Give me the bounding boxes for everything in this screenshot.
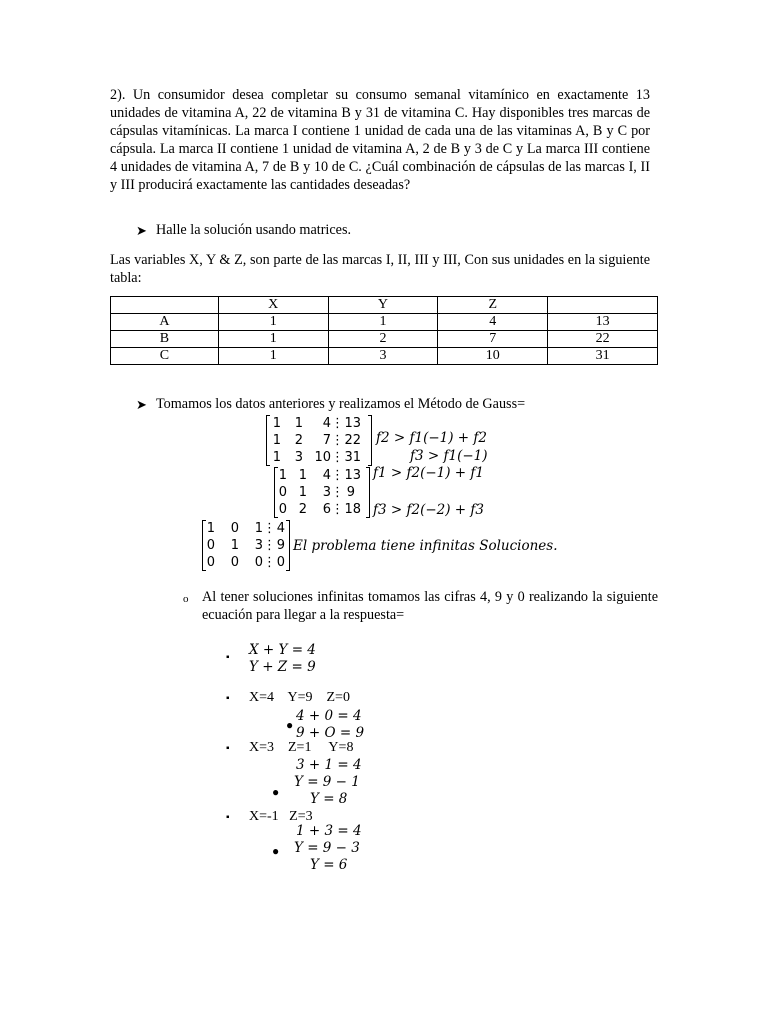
matrix-note: El problema tiene infinitas Soluciones. — [293, 538, 558, 554]
matrix-row: 1 1 4 ⋮ 13 — [275, 467, 369, 484]
problem-statement: 2). Un consumidor desea completar su consumo semanal vitamínico en exactamente 13 unidades de vitamina A, 22 de vitamina B y 31 de vitamina C. Hay disponibles tres marcas de cápsulas vitamínicas. La marca I contiene 1 unidad de cada una de las vitaminas A, B y C por cápsula. La marca II contiene 1 unidad de vitamina A, 2 de B y 3 de C y La marca III contiene 4 unidades de vitamina A, 7 de B y 10 de C. ¿Cuál combinación de cápsulas de las marcas I, II y III producirá exactamente las cantidades deseadas? — [110, 87, 650, 193]
table-cell: 22 — [548, 331, 658, 348]
solution-label: X=-1 Z=3 — [249, 809, 313, 824]
matrix-cell: 13 — [344, 416, 361, 431]
matrix-cell: 10 — [314, 450, 331, 465]
round-bullet-icon: ● — [272, 844, 280, 858]
table-cell: 1 — [218, 314, 328, 331]
solution-line: 1 + 3 = 4 — [296, 823, 362, 839]
matrix-cell: 1 — [254, 521, 263, 536]
matrix-cell: 0 — [230, 555, 239, 570]
table-cell: 1 — [328, 314, 438, 331]
circle-bullet-icon: o — [183, 593, 189, 605]
units-table — [110, 296, 658, 365]
square-bullet-icon: ▪ — [226, 693, 230, 704]
table-cell: 7 — [438, 331, 548, 348]
matrix-2 — [274, 467, 370, 518]
round-bullet-icon: ● — [272, 785, 280, 799]
table-row — [111, 348, 658, 365]
equation: X + Y = 4 — [249, 642, 316, 658]
matrix-cell: 9 — [276, 538, 285, 553]
table-header-cell — [111, 297, 219, 314]
matrix-row: 1 1 4 ⋮ 13 — [267, 415, 371, 432]
matrix-cell: 1 — [272, 450, 281, 465]
table-cell: B — [111, 331, 219, 348]
matrix-cell: 0 — [206, 555, 215, 570]
solution-line: 9 + O = 9 — [296, 725, 365, 741]
equation: Y + Z = 9 — [249, 659, 316, 675]
matrix-row: 1 3 10 ⋮ 31 — [267, 449, 371, 466]
matrix-cell: 3 — [254, 538, 263, 553]
matrix-cell: 9 — [346, 485, 355, 500]
variables-paragraph: Las variables X, Y & Z, son parte de las marcas I, II, III y III, Con sus unidades en la siguiente tabla: — [110, 252, 650, 286]
square-bullet-icon: ▪ — [226, 652, 230, 663]
table-cell: 3 — [328, 348, 438, 365]
table-cell: 4 — [438, 314, 548, 331]
matrix-cell: 18 — [344, 502, 361, 517]
solution-label: X=4 Y=9 Z=0 — [249, 690, 350, 705]
table-cell: 13 — [548, 314, 658, 331]
matrix-cell: 6 — [322, 502, 331, 517]
matrix-cell: 0 — [276, 555, 285, 570]
square-bullet-icon: ▪ — [226, 812, 230, 823]
row-operation: f1 > f2(−1) + f1 — [373, 465, 484, 481]
matrix-cell: 1 — [272, 433, 281, 448]
square-bullet-icon: ▪ — [226, 743, 230, 754]
matrix-3 — [202, 520, 290, 571]
table-cell: 2 — [328, 331, 438, 348]
arrow-bullet-icon: ➤ — [136, 397, 147, 412]
matrix-cell: 3 — [294, 450, 303, 465]
arrow-bullet-icon: ➤ — [136, 223, 147, 238]
table-header-cell — [548, 297, 658, 314]
solution-line: Y = 9 − 1 — [294, 774, 360, 790]
matrix-row: 1 2 7 ⋮ 22 — [267, 432, 371, 449]
matrix-cell: 4 — [322, 468, 331, 483]
solution-line: Y = 9 − 3 — [294, 840, 360, 856]
table-cell: C — [111, 348, 219, 365]
matrix-row: 1 0 1 ⋮ 4 — [203, 520, 289, 537]
matrix-cell: 1 — [298, 468, 307, 483]
matrix-cell: 3 — [322, 485, 331, 500]
matrix-cell: 13 — [344, 468, 361, 483]
matrix-cell: 4 — [322, 416, 331, 431]
matrix-cell: 4 — [276, 521, 285, 536]
round-bullet-icon: ● — [286, 718, 294, 732]
solution-label: X=3 Z=1 Y=8 — [249, 740, 354, 755]
matrix-cell: 0 — [254, 555, 263, 570]
table-cell: 10 — [438, 348, 548, 365]
table-row — [111, 314, 658, 331]
table-cell: 1 — [218, 331, 328, 348]
solution-line: Y = 8 — [310, 791, 348, 807]
matrix-cell: 31 — [344, 450, 361, 465]
matrix-row: 0 0 0 ⋮ 0 — [203, 554, 289, 571]
row-operation: f3 > f1(−1) — [410, 448, 488, 464]
matrix-cell: 22 — [344, 433, 361, 448]
gauss-intro: Tomamos los datos anteriores y realizamos el Método de Gauss= — [156, 396, 526, 412]
table-header-row — [111, 297, 658, 314]
row-operation: f3 > f2(−2) + f3 — [373, 502, 484, 518]
matrix-cell: 0 — [230, 521, 239, 536]
matrix-row: 0 1 3 ⋮ 9 — [275, 484, 369, 501]
infinite-solutions-paragraph: Al tener soluciones infinitas tomamos las cifras 4, 9 y 0 realizando la siguiente ecuación para llegar a la respuesta= — [202, 589, 658, 623]
matrix-row: 0 1 3 ⋮ 9 — [203, 537, 289, 554]
matrix-cell: 0 — [278, 485, 287, 500]
table-cell: 31 — [548, 348, 658, 365]
solution-line: Y = 6 — [310, 857, 348, 873]
table-cell: A — [111, 314, 219, 331]
matrix-cell: 7 — [322, 433, 331, 448]
matrix-cell: 1 — [298, 485, 307, 500]
table-row — [111, 331, 658, 348]
matrix-cell: 2 — [294, 433, 303, 448]
matrix-cell: 1 — [294, 416, 303, 431]
matrix-row: 0 2 6 ⋮ 18 — [275, 501, 369, 518]
table-header-cell: Z — [438, 297, 548, 314]
instruction: Halle la solución usando matrices. — [156, 222, 352, 238]
matrix-cell: 1 — [230, 538, 239, 553]
matrix-cell: 0 — [278, 502, 287, 517]
table-header-cell: X — [218, 297, 328, 314]
matrix-cell: 1 — [272, 416, 281, 431]
matrix-cell: 0 — [206, 538, 215, 553]
row-operation: f2 > f1(−1) + f2 — [376, 430, 487, 446]
table-header-cell: Y — [328, 297, 438, 314]
matrix-cell: 1 — [278, 468, 287, 483]
solution-line: 4 + 0 = 4 — [296, 708, 362, 724]
matrix-1 — [266, 415, 372, 466]
solution-line: 3 + 1 = 4 — [296, 757, 362, 773]
matrix-cell: 1 — [206, 521, 215, 536]
table-cell: 1 — [218, 348, 328, 365]
matrix-cell: 2 — [298, 502, 307, 517]
